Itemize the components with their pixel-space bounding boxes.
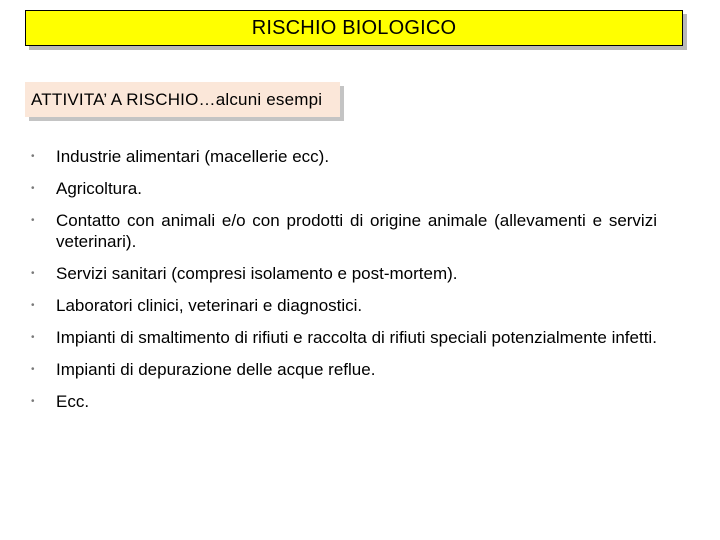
- list-item-text: Impianti di smaltimento di rifiuti e raccolta di rifiuti speciali potenzialmente infetti.: [56, 328, 657, 347]
- list-item-text: Laboratori clinici, veterinari e diagnostici.: [56, 296, 363, 315]
- bullet-dot-icon: •: [31, 364, 35, 375]
- list-item: [25, 146, 657, 167]
- list-item: [25, 359, 657, 380]
- list-item: [25, 210, 657, 252]
- bullet-dot-icon: •: [31, 183, 35, 194]
- title-banner: [25, 10, 683, 46]
- activity-list: [25, 146, 657, 423]
- list-item-text: Servizi sanitari (compresi isolamento e post-mortem).: [56, 264, 458, 283]
- list-item: [25, 391, 657, 412]
- bullet-dot-icon: •: [31, 300, 35, 311]
- list-item-text: Impianti di depurazione delle acque reflue.: [56, 360, 376, 379]
- list-item: [25, 178, 657, 199]
- slide-title: RISCHIO BIOLOGICO: [251, 16, 457, 39]
- bullet-dot-icon: •: [31, 332, 35, 343]
- subtitle-banner: [25, 82, 340, 117]
- bullet-dot-icon: •: [31, 396, 35, 407]
- list-item: [25, 263, 657, 284]
- bullet-dot-icon: •: [31, 215, 35, 226]
- slide-subtitle: ATTIVITA’ A RISCHIO…alcuni esempi: [31, 89, 323, 109]
- list-item: [25, 327, 657, 348]
- list-item-text: Agricoltura.: [56, 179, 142, 198]
- bullet-dot-icon: •: [31, 268, 35, 279]
- bullet-dot-icon: •: [31, 151, 35, 162]
- list-item-text: Ecc.: [56, 392, 90, 411]
- list-item: [25, 295, 657, 316]
- list-item-text: Contatto con animali e/o con prodotti di origine animale (allevamenti e servizi veterinari).: [56, 211, 657, 251]
- list-item-text: Industrie alimentari (macellerie ecc).: [56, 147, 330, 166]
